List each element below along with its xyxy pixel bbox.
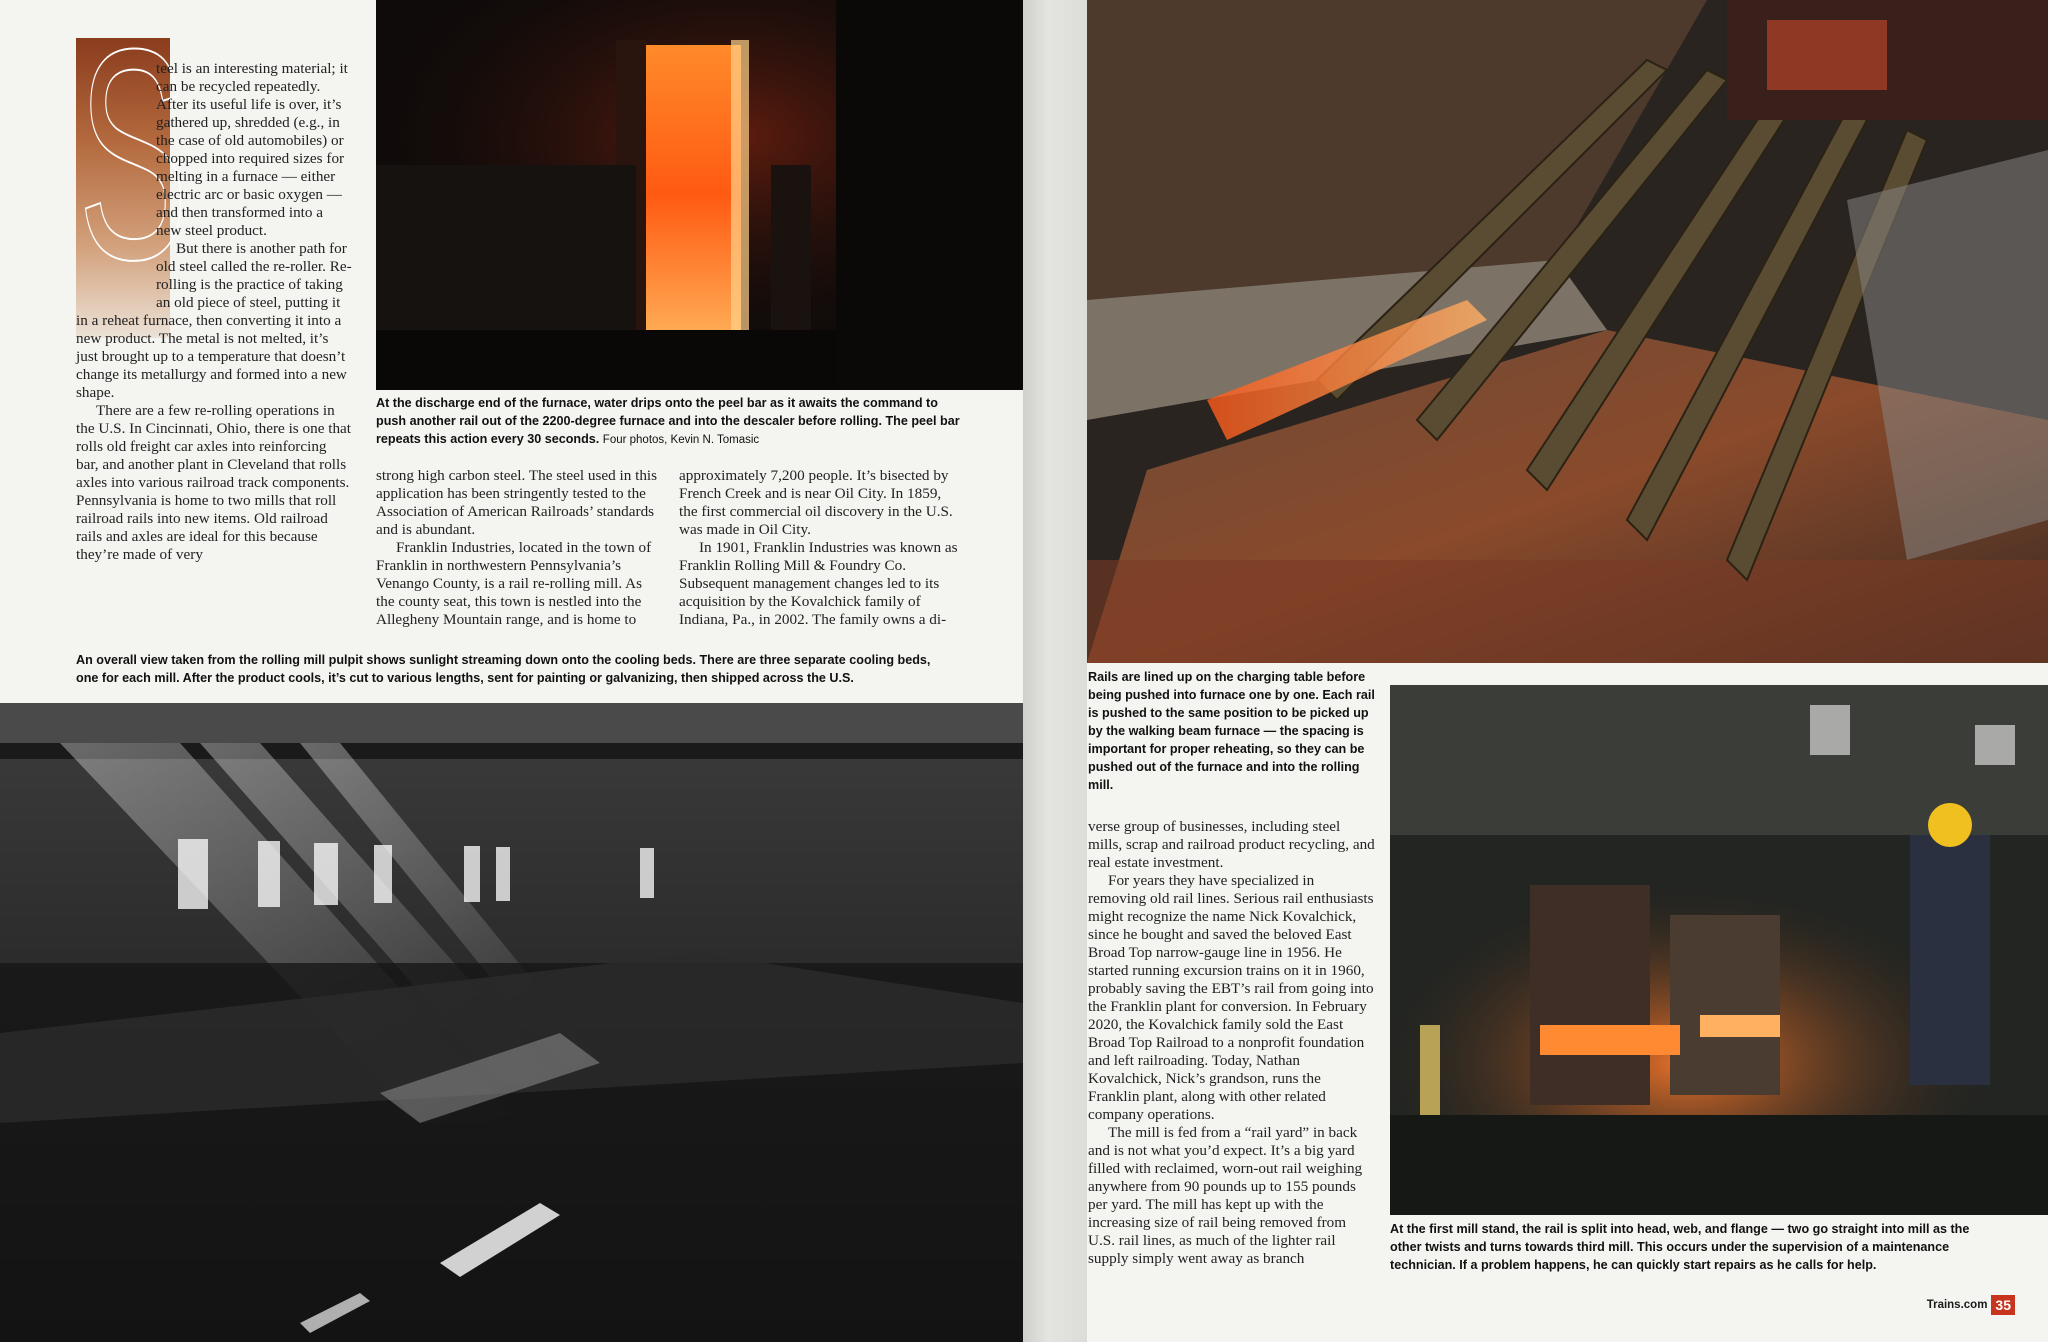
article-paragraph: approximately 7,200 people. It’s bisected by French Creek and is near Oil City. In 1859, the first commercial oil discovery in the U.S. was made in Oil City. [679, 467, 953, 538]
article-paragraph: But there is another path for old steel called the re-roller. Re-rolling is the practice of taking an old piece of steel, putting it in a reheat furnace, then converting it into a new product. The metal is not melted, it’s just brought up to a temperature that doesn’t change its metallurgy and formed into a new shape. [76, 240, 352, 401]
dropcap-letter: S [78, 0, 189, 322]
furnace-caption-text: At the discharge end of the furnace, water drips onto the peel bar as it awaits the command to push another rail out of the 2200-degree furnace and into the descaler before rolling. The peel bar repeats this action every 30 seconds. [376, 396, 960, 446]
page-gutter [1023, 0, 1087, 1342]
article-paragraph: Franklin Industries, located in the town of Franklin in northwestern Pennsylvania’s Venango County, is a rail re-rolling mill. As the county seat, this town is nestled into the Allegheny Mountain range, and is home to [376, 539, 652, 628]
cooling-beds-photo [0, 703, 1023, 1342]
article-column-1 [76, 60, 352, 564]
mill-stand-photo [1390, 685, 2048, 1215]
article-column-3 [679, 467, 963, 629]
charging-table-photo [1087, 0, 2048, 663]
article-paragraph: There are a few re-rolling operations in the U.S. In Cincinnati, Ohio, there is one that rolls old freight car axles into reinforcing bar, and another plant in Cleveland that rolls axles into various railroad track components. Pennsylvania is home to two mills that roll railroad rails into new items. Old railroad rails and axles are ideal for this because they’re made of very [76, 402, 352, 563]
charging-table-caption: Rails are lined up on the charging table before being pushed into furnace one by one. Each rail is pushed to the same position to be picked up by the walking beam furnace — the spacing is important for proper reheating, so they can be pushed out of the furnace and into the rolling mill. [1088, 670, 1375, 792]
right-page [1087, 0, 2048, 1342]
page-number: 35 [1991, 1295, 2015, 1315]
article-paragraph: The mill is fed from a “rail yard” in back and is not what you’d expect. It’s a big yard filled with reclaimed, worn-out rail weighing anywhere from 90 pounds up to 155 pounds per yard. The mill has kept up with the increasing size of rail being removed from U.S. rail lines, as much of the lighter rail supply simply went away as branch [1088, 1124, 1363, 1267]
page-footer [1927, 1295, 2015, 1315]
charging-table-illustration [1087, 0, 2048, 663]
photo-credit: Four photos, Kevin N. Tomasic [602, 434, 760, 446]
article-column-2 [376, 467, 660, 629]
article-column-4 [1088, 818, 1375, 1268]
article-paragraph: In 1901, Franklin Industries was known as Franklin Rolling Mill & Foundry Co. Subsequent management changes led to its acquisition by the Kovalchick family of Indiana, Pa., in 2002. The family owns a di- [679, 539, 958, 628]
article-paragraph: For years they have specialized in removing old rail lines. Serious rail enthusiasts might recognize the name Nick Kovalchick, since he bought and saved the beloved East Broad Top narrow-gauge line in 1956. He started running excursion trains on it in 1960, probably saving the EBT’s rail from going into the Franklin plant for conversion. In February 2020, the Kovalchick family sold the East Broad Top Railroad to a nonprofit foundation and left railroading. Today, Nathan Kovalchick, Nick’s grandson, runs the Franklin plant, along with other related company operations. [1088, 872, 1374, 1123]
footer-brand: Trains.com [1926, 1299, 1988, 1311]
article-paragraph: teel is an interesting material; it can be recycled repeatedly. After its useful life is over, it’s gathered up, shredded (e.g., in the case of old automobiles) or chopped into required sizes for melting in a furnace — either electric arc or basic oxygen — and then transformed into a new steel product. [156, 60, 348, 239]
left-page [0, 0, 1023, 1342]
furnace-discharge-photo [376, 0, 1023, 390]
dropcap-spacer [76, 38, 156, 306]
cooling-beds-illustration [0, 703, 1023, 1342]
cooling-beds-caption: An overall view taken from the rolling mill pulpit shows sunlight streaming down onto the cooling beds. There are three separate cooling beds, one for each mill. After the product cools, it’s cut to various lengths, sent for painting or galvanizing, then shipped across the U.S. [76, 653, 931, 685]
mill-stand-caption: At the first mill stand, the rail is split into head, web, and flange — two go straight into mill as the other twists and turns towards third mill. This occurs under the supervision of a maintenance technician. If a problem happens, he can quickly start repairs as he calls for help. [1390, 1222, 1970, 1272]
article-paragraph: strong high carbon steel. The steel used in this application has been stringently tested to the Association of American Railroads’ standards and is abundant. [376, 467, 658, 538]
furnace-caption [376, 394, 966, 449]
mill-stand-illustration [1390, 685, 2048, 1215]
article-paragraph: verse group of businesses, including steel mills, scrap and railroad product recycling, and real estate investment. [1088, 818, 1375, 871]
furnace-illustration [376, 0, 1023, 390]
